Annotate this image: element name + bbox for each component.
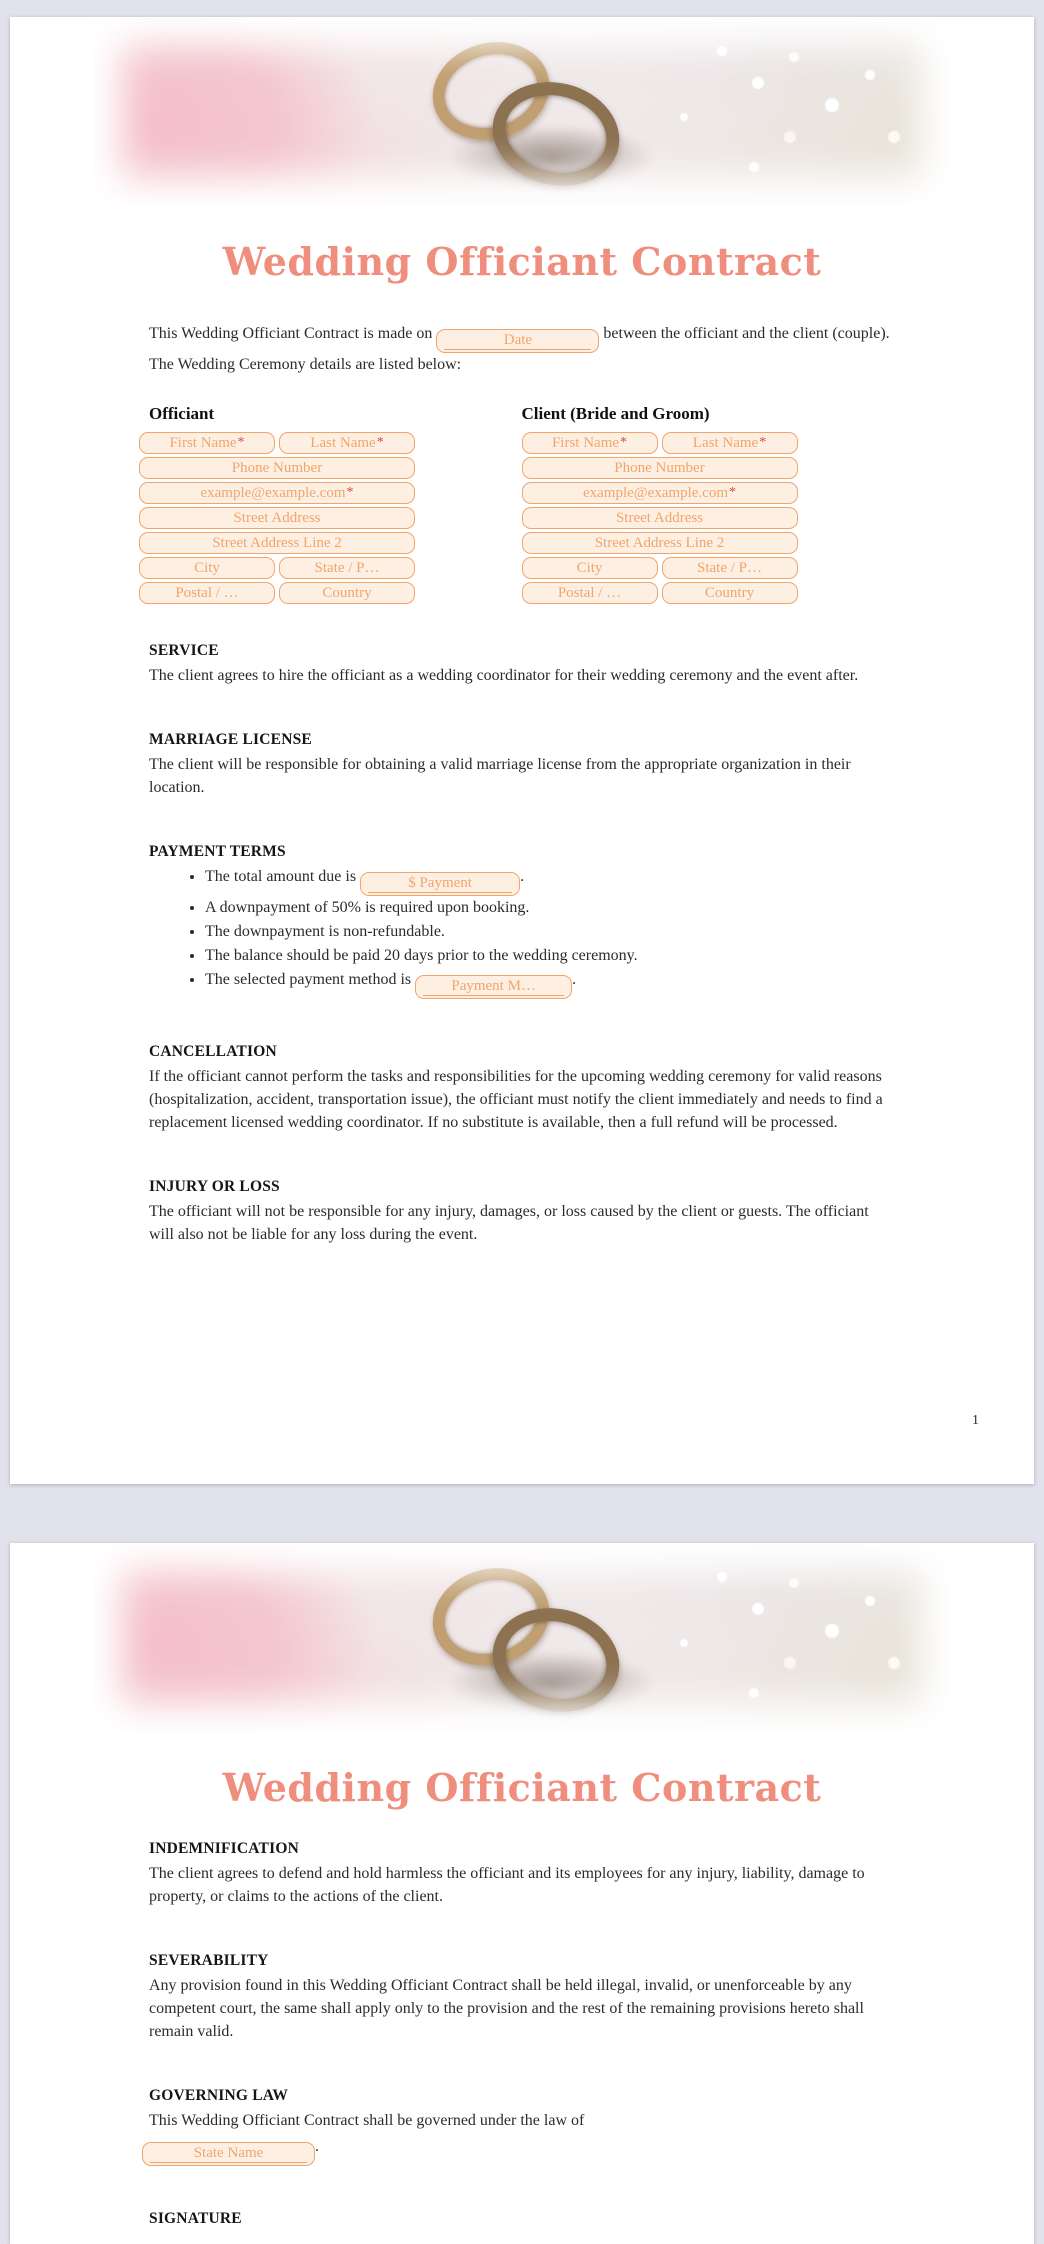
client-street-address-2-field[interactable]: Street Address Line 2 bbox=[522, 532, 798, 554]
client-first-name-field[interactable]: First Name * bbox=[522, 432, 658, 454]
required-asterisk: * bbox=[346, 485, 354, 500]
payment-amount-field[interactable] bbox=[360, 872, 520, 896]
client-column bbox=[522, 404, 895, 604]
intro-text-before: This Wedding Officiant Contract is made on bbox=[149, 325, 433, 342]
governing-law-period: . bbox=[315, 2138, 319, 2155]
header-photo-wedding-rings bbox=[94, 17, 950, 205]
officiant-state-field[interactable]: State / P… bbox=[279, 557, 415, 579]
client-street-address-field[interactable]: Street Address bbox=[522, 507, 798, 529]
officiant-column bbox=[149, 404, 522, 604]
section-heading: GOVERNING LAW bbox=[149, 2087, 289, 2104]
contract-page-2 bbox=[10, 1543, 1034, 2244]
officiant-phone-field[interactable]: Phone Number bbox=[139, 457, 415, 479]
contract-page-1 bbox=[10, 17, 1034, 1484]
client-state-field[interactable]: State / P… bbox=[662, 557, 798, 579]
payment-bullet-downpayment: • A downpayment of 50% is required upon booking. bbox=[205, 896, 894, 920]
client-last-name-field[interactable]: Last Name * bbox=[662, 432, 798, 454]
page-gap bbox=[0, 1484, 1044, 1529]
governing-law-field-row bbox=[149, 2138, 894, 2166]
officiant-fields bbox=[139, 432, 416, 604]
state-name-placeholder: State Name bbox=[150, 2143, 307, 2163]
section-heading: SERVICE bbox=[149, 642, 219, 659]
header-photo-wedding-rings bbox=[94, 1543, 950, 1731]
officiant-street-address-field[interactable]: Street Address bbox=[139, 507, 415, 529]
section-heading: INJURY OR LOSS bbox=[149, 1178, 280, 1195]
section-marriage-license bbox=[149, 731, 894, 799]
required-asterisk: * bbox=[620, 435, 628, 450]
photo-edge-fade bbox=[94, 1543, 950, 1731]
payment-terms-list bbox=[149, 865, 894, 999]
state-name-field[interactable] bbox=[142, 2142, 315, 2166]
officiant-email-field[interactable]: example@example.com * bbox=[139, 482, 415, 504]
bullet-text-after: . bbox=[520, 868, 525, 885]
payment-amount-placeholder: $ Payment bbox=[368, 873, 512, 893]
client-phone-field[interactable]: Phone Number bbox=[522, 457, 798, 479]
section-body: Any provision found in this Wedding Officiant Contract shall be held illegal, invalid, or unenforceable by any competent court, the same shall apply only to the provision and the rest of the remaining provisions hereto shall remain valid. bbox=[149, 1977, 864, 2040]
section-heading: INDEMNIFICATION bbox=[149, 1840, 299, 1857]
section-heading: CANCELLATION bbox=[149, 1043, 277, 1060]
section-body: The client will be responsible for obtaining a valid marriage license from the appropriate organization in their location. bbox=[149, 756, 851, 796]
payment-bullet-total bbox=[205, 865, 894, 896]
section-payment-terms bbox=[149, 843, 894, 999]
bullet-text-after: . bbox=[572, 971, 577, 988]
intro-paragraph bbox=[149, 322, 894, 376]
section-heading: PAYMENT TERMS bbox=[149, 843, 286, 860]
photo-edge-fade bbox=[94, 17, 950, 205]
client-fields bbox=[522, 432, 799, 604]
payment-bullet-nonrefundable: • The downpayment is non-refundable. bbox=[205, 920, 894, 944]
client-postal-field[interactable]: Postal / … bbox=[522, 582, 658, 604]
intro-text-after: between the officiant and the client (couple). The Wedding Ceremony details are listed below: bbox=[149, 325, 890, 373]
payment-bullet-method bbox=[205, 968, 894, 999]
officiant-heading: Officiant bbox=[149, 404, 215, 423]
section-body: The client agrees to hire the officiant as a wedding coordinator for their wedding ceremony and the event after. bbox=[149, 667, 859, 684]
page-title: Wedding Officiant Contract bbox=[222, 239, 822, 284]
required-asterisk: * bbox=[237, 435, 245, 450]
officiant-city-field[interactable]: City bbox=[139, 557, 275, 579]
bullet-text: The selected payment method is bbox=[205, 971, 412, 988]
section-indemnification bbox=[149, 1840, 894, 1908]
required-asterisk: * bbox=[759, 435, 767, 450]
section-governing-law bbox=[149, 2087, 894, 2166]
required-asterisk: * bbox=[376, 435, 384, 450]
governing-law-body: This Wedding Officiant Contract shall be governed under the law of bbox=[149, 2112, 585, 2129]
client-email-field[interactable]: example@example.com * bbox=[522, 482, 798, 504]
section-body: If the officiant cannot perform the tasks and responsibilities for the upcoming wedding ceremony for valid reasons (hospitalization, accident, transportation issue), the officiant must notify the client immediately and needs to find a replacement licensed wedding coordinator. If no substitute is available, then a full refund will be processed. bbox=[149, 1068, 883, 1131]
section-body: The officiant will not be responsible for any injury, damages, or loss caused by the client or guests. The officiant will also not be liable for any loss during the event. bbox=[149, 1203, 869, 1243]
officiant-last-name-field[interactable]: Last Name * bbox=[279, 432, 415, 454]
section-cancellation bbox=[149, 1043, 894, 1134]
parties-columns bbox=[149, 404, 894, 604]
section-injury-or-loss bbox=[149, 1178, 894, 1246]
client-country-field[interactable]: Country bbox=[662, 582, 798, 604]
date-field[interactable] bbox=[436, 329, 599, 353]
section-heading: MARRIAGE LICENSE bbox=[149, 731, 312, 748]
section-body: The client agrees to defend and hold harmless the officiant and its employees for any injury, liability, damage to property, or claims to the actions of the client. bbox=[149, 1865, 865, 1905]
client-heading: Client (Bride and Groom) bbox=[521, 404, 710, 423]
required-asterisk: * bbox=[729, 485, 736, 500]
officiant-country-field[interactable]: Country bbox=[279, 582, 415, 604]
page-title: Wedding Officiant Contract bbox=[222, 1765, 822, 1810]
bullet-text: The total amount due is bbox=[205, 868, 357, 885]
section-service bbox=[149, 642, 894, 687]
officiant-first-name-field[interactable]: First Name * bbox=[139, 432, 275, 454]
section-severability bbox=[149, 1952, 894, 2043]
client-city-field[interactable]: City bbox=[522, 557, 658, 579]
section-heading: SIGNATURE bbox=[149, 2210, 242, 2227]
officiant-postal-field[interactable]: Postal / … bbox=[139, 582, 275, 604]
officiant-street-address-2-field[interactable]: Street Address Line 2 bbox=[139, 532, 415, 554]
page-number: 1 bbox=[972, 1413, 979, 1428]
payment-bullet-balance: • The balance should be paid 20 days prior to the wedding ceremony. bbox=[205, 944, 894, 968]
section-heading: SEVERABILITY bbox=[149, 1952, 269, 1969]
payment-method-placeholder: Payment M… bbox=[423, 976, 564, 996]
payment-method-field[interactable] bbox=[415, 975, 572, 999]
date-field-placeholder: Date bbox=[444, 330, 591, 350]
section-signature bbox=[149, 2210, 894, 2228]
